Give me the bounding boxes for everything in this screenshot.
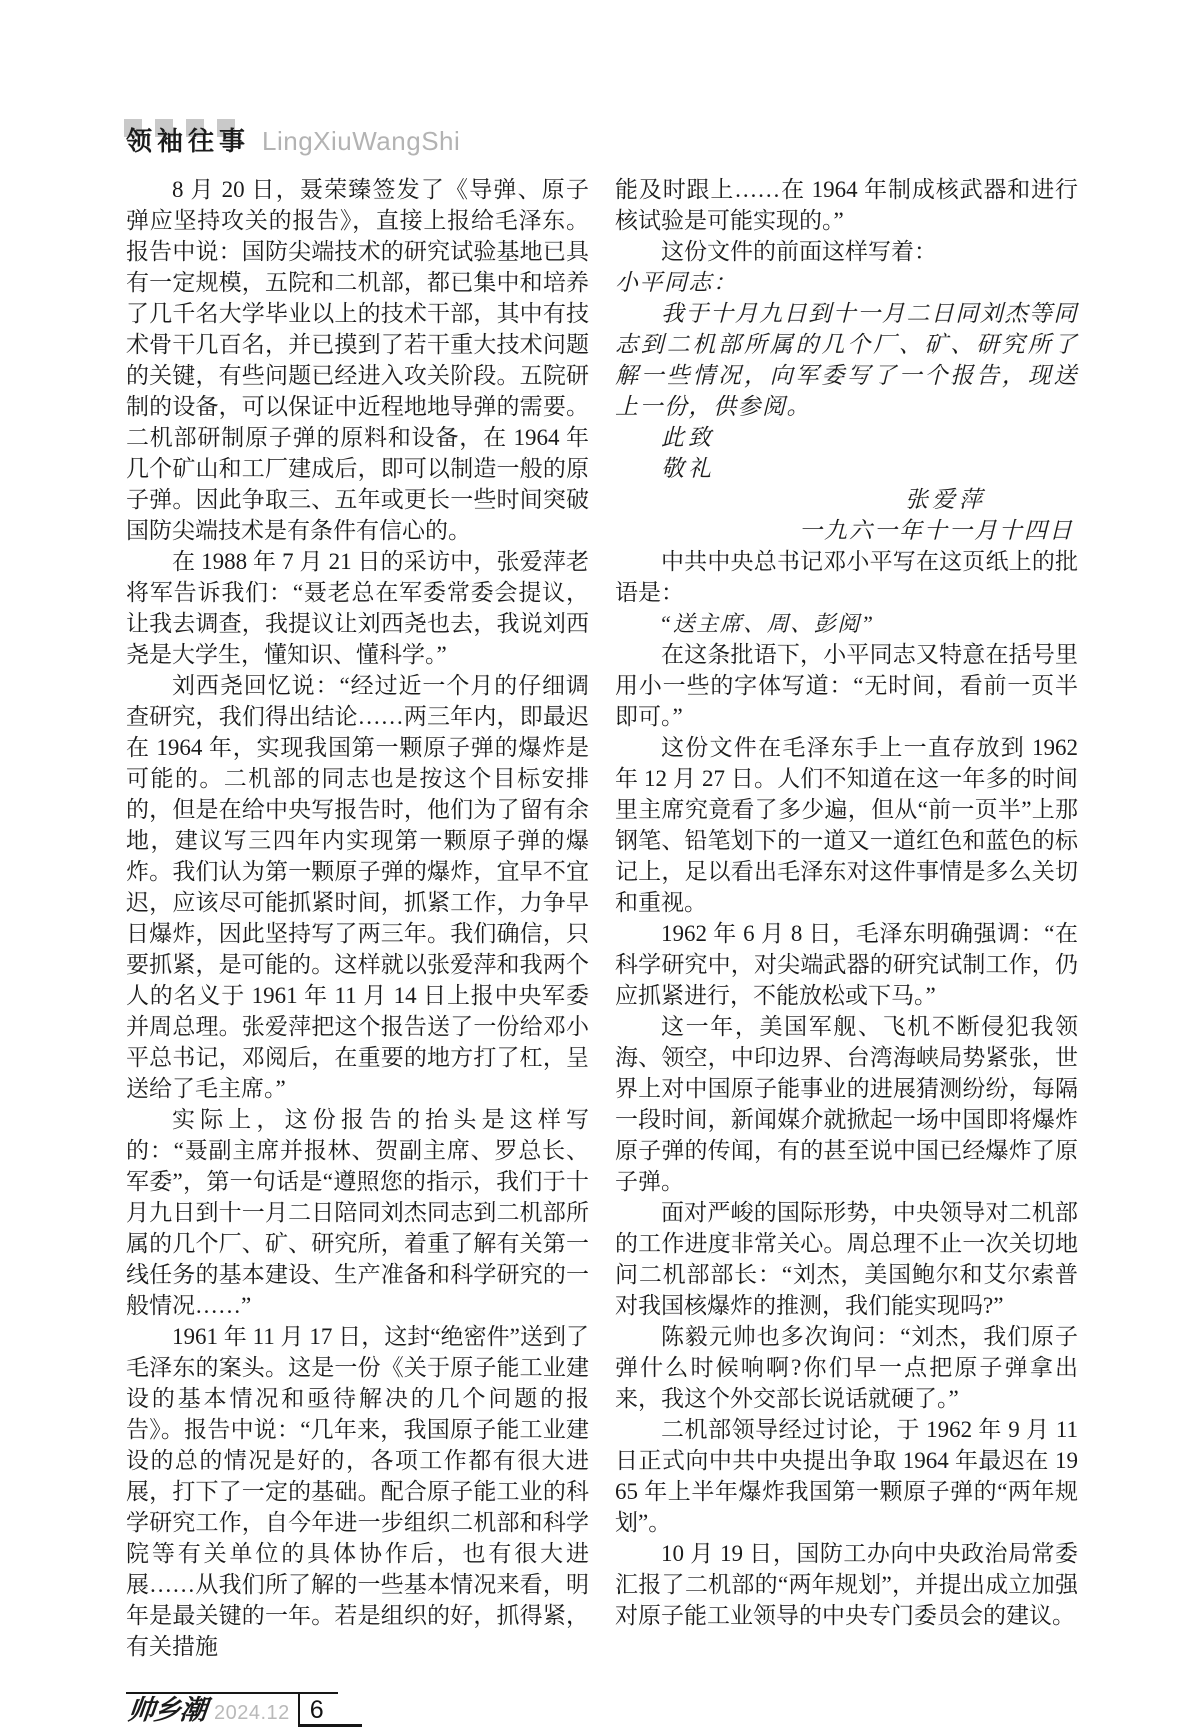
paragraph: 这份文件在毛泽东手上一直存放到 1962 年 12 月 27 日。人们不知道在这一年多的时间里主席究竟看了多少遍，但从“前一页半”上那钢笔、铅笔划下的一道又一道红色和蓝色的标记上，足以看出毛泽东对这件事情是多么关切和重视。 xyxy=(615,735,1078,915)
quoted-letter xyxy=(615,267,1078,546)
section-title-char xyxy=(188,127,219,157)
paragraph: 1961 年 11 月 17 日，这封“绝密件”送到了毛泽东的案头。这是一份《关于原子能工业建设的基本情况和亟待解决的几个问题的报告》。报告中说：“几年来，我国原子能工业建设的总的情况是好的，各项工作都有很大进展，打下了一定的基础。配合原子能工业的科学研究工作，自今年进一步组织二机部和科学院等有关单位的具体协作后，也有很大进展……从我们所了解的一些基本情况来看，明年是最关键的一年。若是组织的好，抓得紧，有关措施 xyxy=(126,1324,589,1659)
paragraph: 这份文件的前面这样写着： xyxy=(661,239,937,264)
paragraph: 1962 年 6 月 8 日，毛泽东明确强调：“在科学研究中，对尖端武器的研究试制工作，仍应抓紧进行，不能放松或下马。” xyxy=(615,921,1078,1008)
section-header xyxy=(126,126,1078,162)
paragraph: 在这条批语下，小平同志又特意在括号里用小一些的字体写道：“无时间，看前一页半即可。” xyxy=(615,642,1078,729)
section-subtitle: LingXiuWangShi xyxy=(262,126,461,156)
paragraph: 刘西尧回忆说：“经过近一个月的仔细调查研究，我们得出结论……两三年内，即最迟在 1964 年，实现我国第一颗原子弹的爆炸是可能的。二机部的同志也是按这个目标安排的，但是在给中央写报告时，他们为了留有余地，建议写三四年内实现第一颗原子弹的爆炸。我们认为第一颗原子弹的爆炸，宜早不宜迟，应该尽可能抓紧时间，抓紧工作，力争早日爆炸，因此坚持写了两三年。我们确信，只要抓紧，是可能的。这样就以张爱萍和我两个人的名义于 1961 年 11 月 14 日上报中央军委并周总理。张爱萍把这个报告送了一份给邓小平总书记，邓阅后，在重要的地方打了杠，呈送给了毛主席。” xyxy=(126,673,589,1101)
paragraph: 陈毅元帅也多次询问：“刘杰，我们原子弹什么时候响啊?你们早一点把原子弹拿出来，我这个外交部长说话就硬了。” xyxy=(615,1324,1078,1411)
letter-closing: 此致 xyxy=(661,425,715,450)
inscription-quote: “送主席、周、彭阅” xyxy=(659,611,875,636)
left-column xyxy=(126,174,589,1662)
footer-rule-tail xyxy=(338,1692,362,1727)
letter-date: 一九六一年十一月十四日 xyxy=(799,518,1074,543)
section-title-char xyxy=(126,127,157,157)
page-number-box xyxy=(298,1692,338,1727)
letter-body: 我于十月九日到十一月二日同刘杰等同志到二机部所属的几个厂、矿、研究所了解一些情况，向军委写了一个报告，现送上一份，供参阅。 xyxy=(615,301,1078,419)
paragraph: 10 月 19 日，国防工办向中央政治局常委汇报了二机部的“两年规划”，并提出成立加强对原子能工业领导的中央专门委员会的建议。 xyxy=(615,1541,1078,1628)
paragraph: 二机部领导经过讨论，于 1962 年 9 月 11 日正式向中共中央提出争取 1964 年最迟在 1965 年上半年爆炸我国第一颗原子弹的“两年规划”。 xyxy=(615,1417,1078,1535)
right-column xyxy=(615,174,1078,1662)
paragraph: 面对严峻的国际形势，中央领导对二机部的工作进度非常关心。周总理不止一次关切地问二机部部长：“刘杰，美国鲍尔和艾尔索普对我国核爆炸的推测，我们能实现吗?” xyxy=(615,1200,1078,1318)
section-title xyxy=(126,127,250,157)
paragraph: 这一年，美国军舰、飞机不断侵犯我领海、领空，中印边界、台湾海峡局势紧张，世界上对中国原子能事业的进展猜测纷纷，每隔一段时间，新闻媒介就掀起一场中国即将爆炸原子弹的传闻，有的甚至说中国已经爆炸了原子弹。 xyxy=(615,1014,1078,1194)
letter-salutation: 小平同志： xyxy=(615,270,738,295)
article-body xyxy=(126,174,1078,1662)
page-footer xyxy=(126,1692,1078,1727)
issue-date: 2024.12 xyxy=(214,1702,290,1724)
section-title-char xyxy=(219,127,250,157)
paragraph-continuation: 能及时跟上……在 1964 年制成核武器和进行核试验是可能实现的。” xyxy=(615,177,1078,233)
page-number: 6 xyxy=(309,1695,324,1724)
section-title-char-text: 领 xyxy=(126,127,153,156)
section-title-char-text: 袖 xyxy=(157,127,184,156)
paragraph: 中共中央总书记邓小平写在这页纸上的批语是： xyxy=(615,549,1078,605)
section-title-char xyxy=(157,127,188,157)
footer-brand xyxy=(126,1692,298,1727)
letter-closing: 敬礼 xyxy=(661,456,715,481)
section-title-char-text: 事 xyxy=(219,127,246,156)
letter-signature: 张爱萍 xyxy=(905,487,986,512)
paragraph: 实际上，这份报告的抬头是这样写的：“聂副主席并报林、贺副主席、罗总长、军委”，第一句话是“遵照您的指示，我们于十月九日到十一月二日陪同刘杰同志到二机部所属的几个厂、矿、研究所，着重了解有关第一线任务的基本建设、生产准备和科学研究的一般情况……” xyxy=(126,1107,589,1318)
section-title-char-text: 往 xyxy=(188,127,215,156)
paragraph: 8 月 20 日，聂荣臻签发了《导弹、原子弹应坚持攻关的报告》，直接上报给毛泽东。报告中说：国防尖端技术的研究试验基地已具有一定规模，五院和二机部，都已集中和培养了几千名大学毕业以上的技术干部，其中有技术骨干几百名，并已摸到了若干重大技术问题的关键，有些问题已经进入攻关阶段。五院研制的设备，可以保证中近程地地导弹的需要。二机部研制原子弹的原料和设备，在 1964 年几个矿山和工厂建成后，即可以制造一般的原子弹。因此争取三、五年或更长一些时间突破国防尖端技术是有条件有信心的。 xyxy=(126,177,589,543)
paragraph: 在 1988 年 7 月 21 日的采访中，张爱萍老将军告诉我们：“聂老总在军委常委会提议，让我去调查，我提议让刘西尧也去，我说刘西尧是大学生，懂知识、懂科学。” xyxy=(126,549,589,667)
magazine-logo: 帅乡潮 xyxy=(126,1695,208,1725)
